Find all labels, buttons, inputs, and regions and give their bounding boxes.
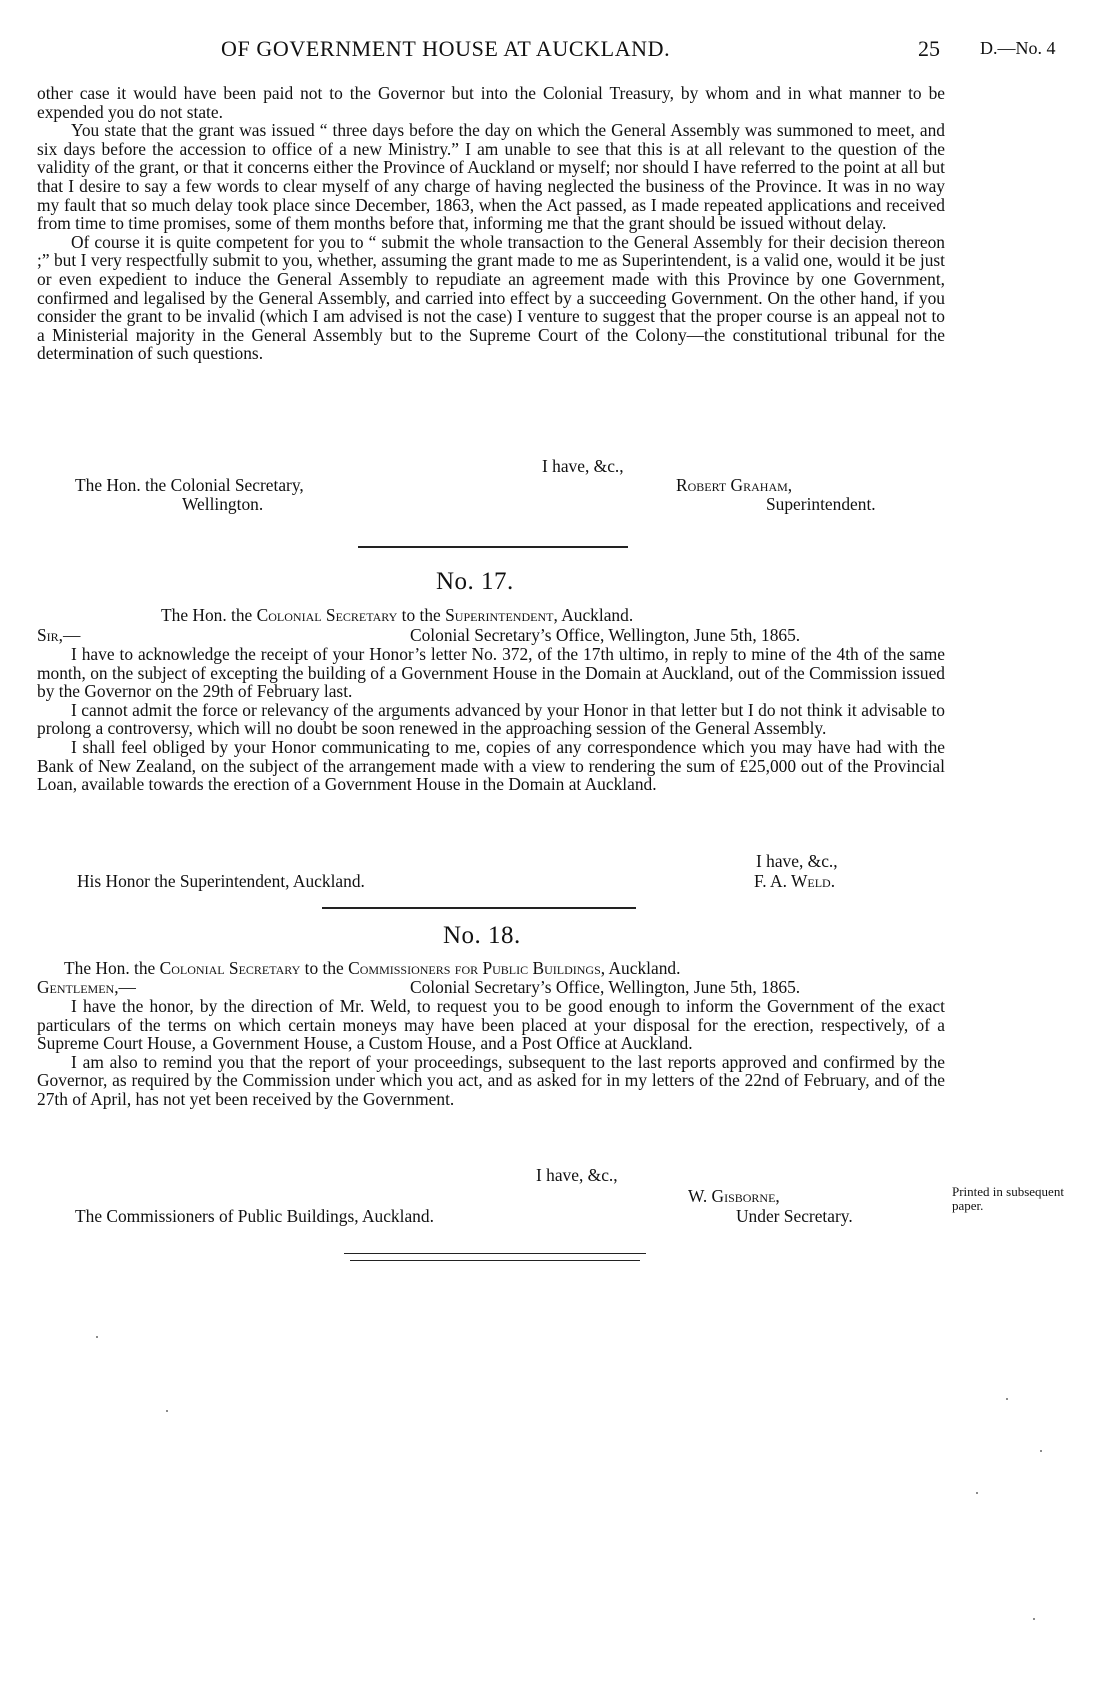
closing: I have, &c., xyxy=(536,1165,618,1185)
salutation: Gentlemen,— xyxy=(37,977,136,997)
section-divider xyxy=(358,546,628,548)
dateline: Colonial Secretary’s Office, Wellington, June 5th, 1865. xyxy=(410,625,801,645)
paragraph: I shall feel obliged by your Honor communicating to me, copies of any correspondence which you may have had with the Bank of New Zealand, on the subject of the arrangement made with a view to rendering the sum of £25,000 out of the Provincial Loan, available towards the erection of a Government House in the Domain at Auckland. xyxy=(37,736,945,795)
addressee-line: Wellington. xyxy=(182,494,264,514)
addressee-line: The Hon. the Colonial Secretary, xyxy=(75,475,304,495)
paragraph: You state that the grant was issued “ three days before the day on which the General Assembly was summoned to meet, and six days before the accession to office of a new Ministry.” I am unable to see that this is at all relevant to the question of the validity of the grant, or that it concerns either the Province of Auckland or myself; nor should I have referred to the point at all but that I desire to say a few words to clear myself of any charge of having neglected the business of the Province. It was in no way my fault that so much delay took place since December, 1863, when the Act passed, as I made repeated applications and received from time to time promises, some of them months before that, informing me that the grant should be issued without delay. xyxy=(37,120,945,234)
signature-title: Under Secretary. xyxy=(736,1206,853,1226)
letter-18-body xyxy=(37,997,945,1109)
dateline: Colonial Secretary’s Office, Wellington, June 5th, 1865. xyxy=(410,977,801,997)
addressee: His Honor the Superintendent, Auckland. xyxy=(77,871,365,891)
salutation: Sir,— xyxy=(37,625,81,645)
paragraph: I cannot admit the force or relevancy of the arguments advanced by your Honor in that letter but I do not think it advisable to prolong a controversy, which will no doubt be soon renewed in the approaching session of the General Assembly. xyxy=(37,699,945,739)
signature: W. Gisborne, xyxy=(688,1186,780,1206)
signature: Robert Graham, xyxy=(676,475,793,495)
paragraph: I have to acknowledge the receipt of your Honor’s letter No. 372, of the 17th ultimo, in reply to mine of the 4th of the same month, on the subject of excepting the building of a Government House in the Domain at Auckland, out of the Commission issued by the Governor on the 29th of February last. xyxy=(37,644,945,702)
paragraph: other case it would have been paid not to the Governor but into the Colonial Treasury, by whom and in what manner to be expended you do not state. xyxy=(37,83,945,122)
letter-number: No. 17. xyxy=(436,568,514,595)
letter-16-body xyxy=(37,84,945,363)
scan-speck xyxy=(96,1336,98,1338)
scan-speck xyxy=(166,1410,168,1412)
closing: I have, &c., xyxy=(542,456,624,476)
section-divider xyxy=(322,907,636,909)
closing: I have, &c., xyxy=(756,851,838,871)
signature-title: Superintendent. xyxy=(766,494,876,514)
paragraph: I have the honor, by the direction of Mr. Weld, to request you to be good enough to inform the Government of the exact particulars of the terms on which certain moneys may have been placed at your disposal for the erection, respectively, of a Supreme Court House, a Government House, a Custom House, and a Post Office at Auckland. xyxy=(37,996,945,1054)
scan-speck xyxy=(1040,1450,1042,1452)
paragraph: Of course it is quite competent for you to “ submit the whole transaction to the General Assembly for their decision thereon ;” but I very respectfully submit to you, whether, assuming the grant made to me as Superintendent, is a valid one, would it be just or even expedient to induce the General Assembly to repudiate an agreement made with this Province by one Government, confirmed and legalised by the General Assembly, and carried into effect by a succeeding Government. On the other hand, if you consider the grant to be invalid (which I am advised is not the case) I venture to suggest that the proper course is an appeal not to a Ministerial majority in the General Assembly but to the Supreme Court of the Colony—the constitutional tribunal for the determination of such questions. xyxy=(37,231,945,364)
margin-note: Printed in subsequent paper. xyxy=(952,1184,1064,1213)
addressee: The Commissioners of Public Buildings, Auckland. xyxy=(75,1206,434,1226)
section-divider xyxy=(344,1253,646,1254)
letter-heading: The Hon. the Colonial Secretary to the Commissioners for Public Buildings, Auckland. xyxy=(64,958,681,978)
letter-17-body xyxy=(37,645,945,794)
section-divider xyxy=(350,1260,640,1261)
scan-speck xyxy=(976,1492,978,1494)
letter-number: No. 18. xyxy=(443,922,521,949)
scan-speck xyxy=(1006,1398,1008,1400)
letter-heading: The Hon. the Colonial Secretary to the Superintendent, Auckland. xyxy=(161,605,634,625)
running-header-title: OF GOVERNMENT HOUSE AT AUCKLAND. xyxy=(221,36,671,61)
scan-speck xyxy=(1033,1618,1035,1620)
paragraph: I am also to remind you that the report of your proceedings, subsequent to the last reports approved and confirmed by the Governor, as required by the Commission under which you act, and as asked for in my letters of the 22nd of February, and of the 27th of April, has not yet been received by the Government. xyxy=(37,1051,945,1109)
page-number: 25 xyxy=(918,36,940,61)
signature: F. A. Weld. xyxy=(754,871,836,891)
document-reference: D.—No. 4 xyxy=(980,38,1056,58)
